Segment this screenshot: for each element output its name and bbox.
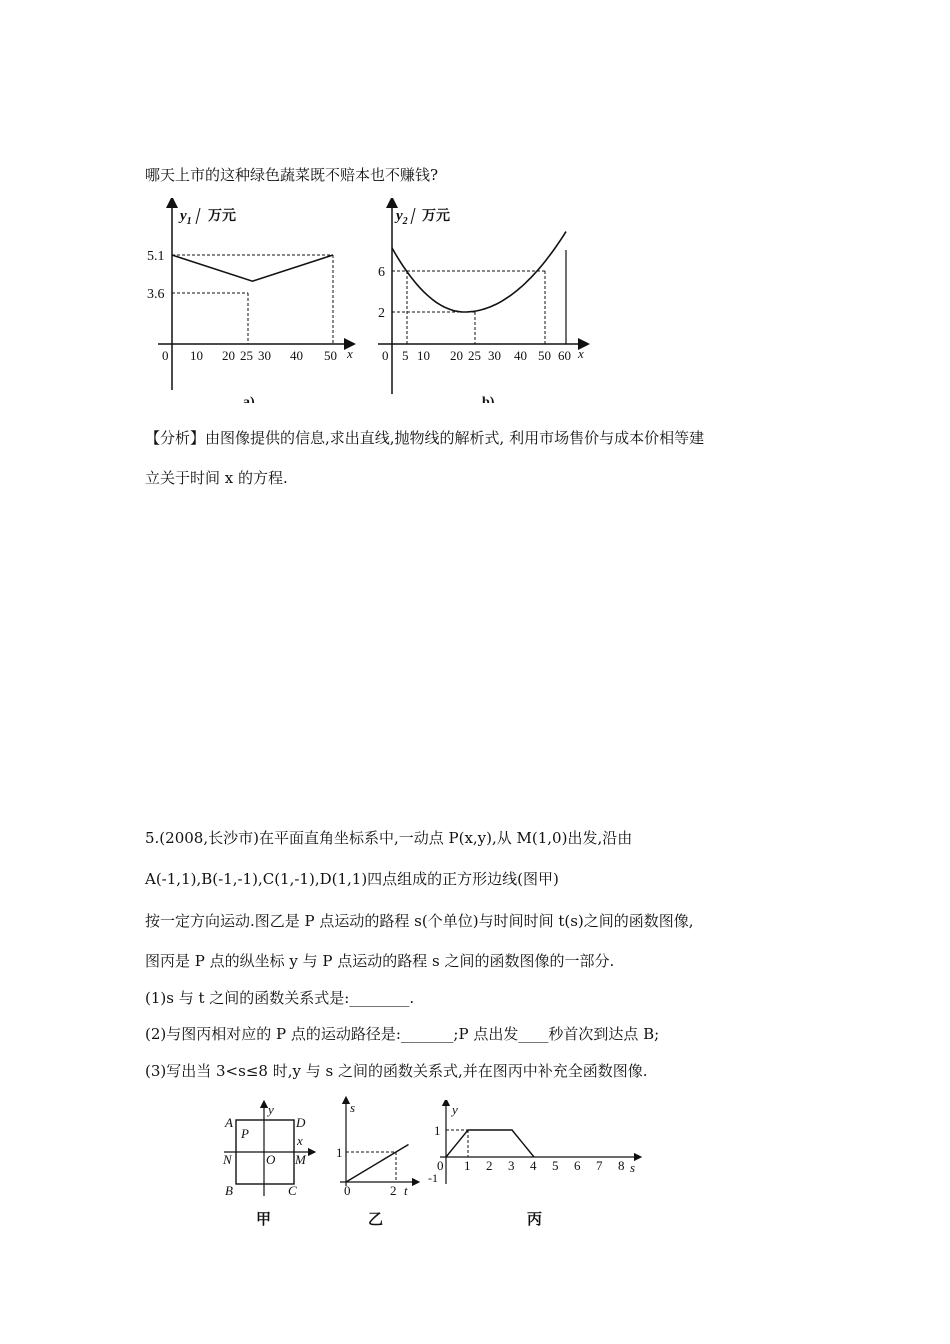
bing-xtick-0: 0 (437, 1158, 444, 1173)
parabola-series-b (392, 232, 566, 312)
chart-a-svg (140, 198, 360, 403)
label-O: O (266, 1152, 276, 1167)
bing-series (446, 1130, 534, 1157)
label-M: M (295, 1152, 306, 1167)
bing-xtick-4: 4 (530, 1158, 537, 1173)
figure-yi (330, 1096, 420, 1200)
caption-jia: 甲 (256, 1210, 272, 1228)
analysis-tag: 【分析】 (145, 429, 206, 447)
yi-svg (330, 1096, 420, 1196)
y-sub-b: 2 (402, 216, 408, 227)
bing-xtick-3: 3 (508, 1158, 515, 1173)
bing-ytick-1: 1 (434, 1123, 441, 1138)
ytick-b-2: 2 (378, 306, 385, 321)
caption-a: a) (243, 395, 255, 403)
figure-a (140, 198, 360, 407)
bing-svg (428, 1100, 648, 1190)
ytick-a-3.6: 3.6 (147, 287, 165, 302)
xtick-a-50: 50 (324, 348, 337, 363)
bing-xtick-7: 7 (596, 1158, 603, 1173)
bing-xlabel: s (630, 1160, 636, 1175)
y-sub-a: 1 (186, 216, 192, 227)
yi-ytick-1: 1 (336, 1145, 343, 1160)
label-N: N (223, 1152, 232, 1167)
xtick-b-30: 30 (488, 348, 501, 363)
y-var-a: y (180, 208, 187, 224)
label-A: A (225, 1115, 233, 1130)
chart-b-svg (362, 198, 592, 403)
label-P: P (241, 1126, 249, 1141)
label-y: y (268, 1102, 274, 1117)
xtick-b-0: 0 (382, 348, 389, 363)
caption-yi: 乙 (368, 1210, 384, 1228)
label-B: B (225, 1183, 233, 1198)
svg-text:y2 (394, 208, 408, 227)
bing-ylabel: y (452, 1102, 458, 1117)
analysis-line-1 (145, 427, 704, 448)
yi-xlabel: t (404, 1183, 408, 1196)
analysis-text-1: 由图像提供的信息,求出直线,抛物线的解析式, 利用市场售价与成本价相等建 (205, 429, 705, 447)
figure-bing (428, 1100, 648, 1194)
label-C: C (288, 1183, 297, 1198)
yi-xtick-2: 2 (390, 1183, 397, 1196)
ytick-a-5.1: 5.1 (147, 249, 165, 264)
problem5-q3: (3)写出当 3<s≤8 时,y 与 s 之间的函数关系式,并在图丙中补充全函数图像. (145, 1062, 648, 1080)
label-x: x (297, 1133, 303, 1148)
caption-b: b) (482, 395, 495, 403)
xtick-b-5: 5 (402, 348, 409, 363)
bing-xtick-8: 8 (618, 1158, 625, 1173)
xtick-a-25: 25 (240, 348, 253, 363)
xtick-a-40: 40 (290, 348, 303, 363)
problem5-line-1: 5.(2008,长沙市)在平面直角坐标系中,一动点 P(x,y),从 M(1,0)出发,沿由 (145, 829, 633, 847)
jia-svg (218, 1100, 318, 1200)
y-unit-a: 万元 (208, 209, 236, 224)
xtick-b-60: 60 (558, 348, 571, 363)
xtick-a-0: 0 (162, 348, 169, 363)
ytick-b-6: 6 (378, 265, 385, 280)
xtick-b-40: 40 (514, 348, 527, 363)
problem5-line-4: 图丙是 P 点的纵坐标 y 与 P 点运动的路程 s 之间的函数图像的一部分. (145, 952, 615, 970)
y-unit-b: 万元 (422, 209, 450, 224)
bing-xtick-1: 1 (464, 1158, 471, 1173)
bing-xtick-6: 6 (574, 1158, 581, 1173)
xtick-a-10: 10 (190, 348, 203, 363)
yi-xtick-0: 0 (344, 1183, 351, 1196)
figure-b (362, 198, 592, 407)
question-intro: 哪天上市的这种绿色蔬菜既不赔本也不赚钱? (145, 166, 439, 184)
problem5-q1: (1)s 与 t 之间的函数关系式是:________. (145, 989, 415, 1007)
figure-jia (218, 1100, 318, 1204)
xtick-b-25: 25 (468, 348, 481, 363)
y-var-b: y (396, 208, 403, 224)
xtick-b-50: 50 (538, 348, 551, 363)
bing-xtick-2: 2 (486, 1158, 493, 1173)
line-series-a (172, 255, 333, 281)
bing-xtick-5: 5 (552, 1158, 559, 1173)
caption-bing: 丙 (527, 1210, 543, 1228)
problem5-q2: (2)与图丙相对应的 P 点的运动路径是:_______;P 点出发____秒首次到达点 B; (145, 1025, 660, 1043)
bing-ytick-neg1: -1 (428, 1171, 438, 1185)
xtick-b-20: 20 (450, 348, 463, 363)
xlabel-a: x (347, 346, 353, 361)
svg-text:y1 (178, 208, 192, 227)
yi-ylabel: s (350, 1100, 356, 1115)
problem5-line-3: 按一定方向运动.图乙是 P 点运动的路程 s(个单位)与时间时间 t(s)之间的函数图像, (145, 912, 694, 930)
problem5-line-2: A(-1,1),B(-1,-1),C(1,-1),D(1,1)四点组成的正方形边线(图甲) (145, 870, 559, 888)
xtick-a-30: 30 (258, 348, 271, 363)
analysis-line-2: 立关于时间 x 的方程. (145, 469, 288, 487)
xlabel-b: x (578, 346, 584, 361)
label-D: D (296, 1115, 306, 1130)
xtick-b-10: 10 (417, 348, 430, 363)
yi-series (346, 1145, 409, 1183)
xtick-a-20: 20 (222, 348, 235, 363)
